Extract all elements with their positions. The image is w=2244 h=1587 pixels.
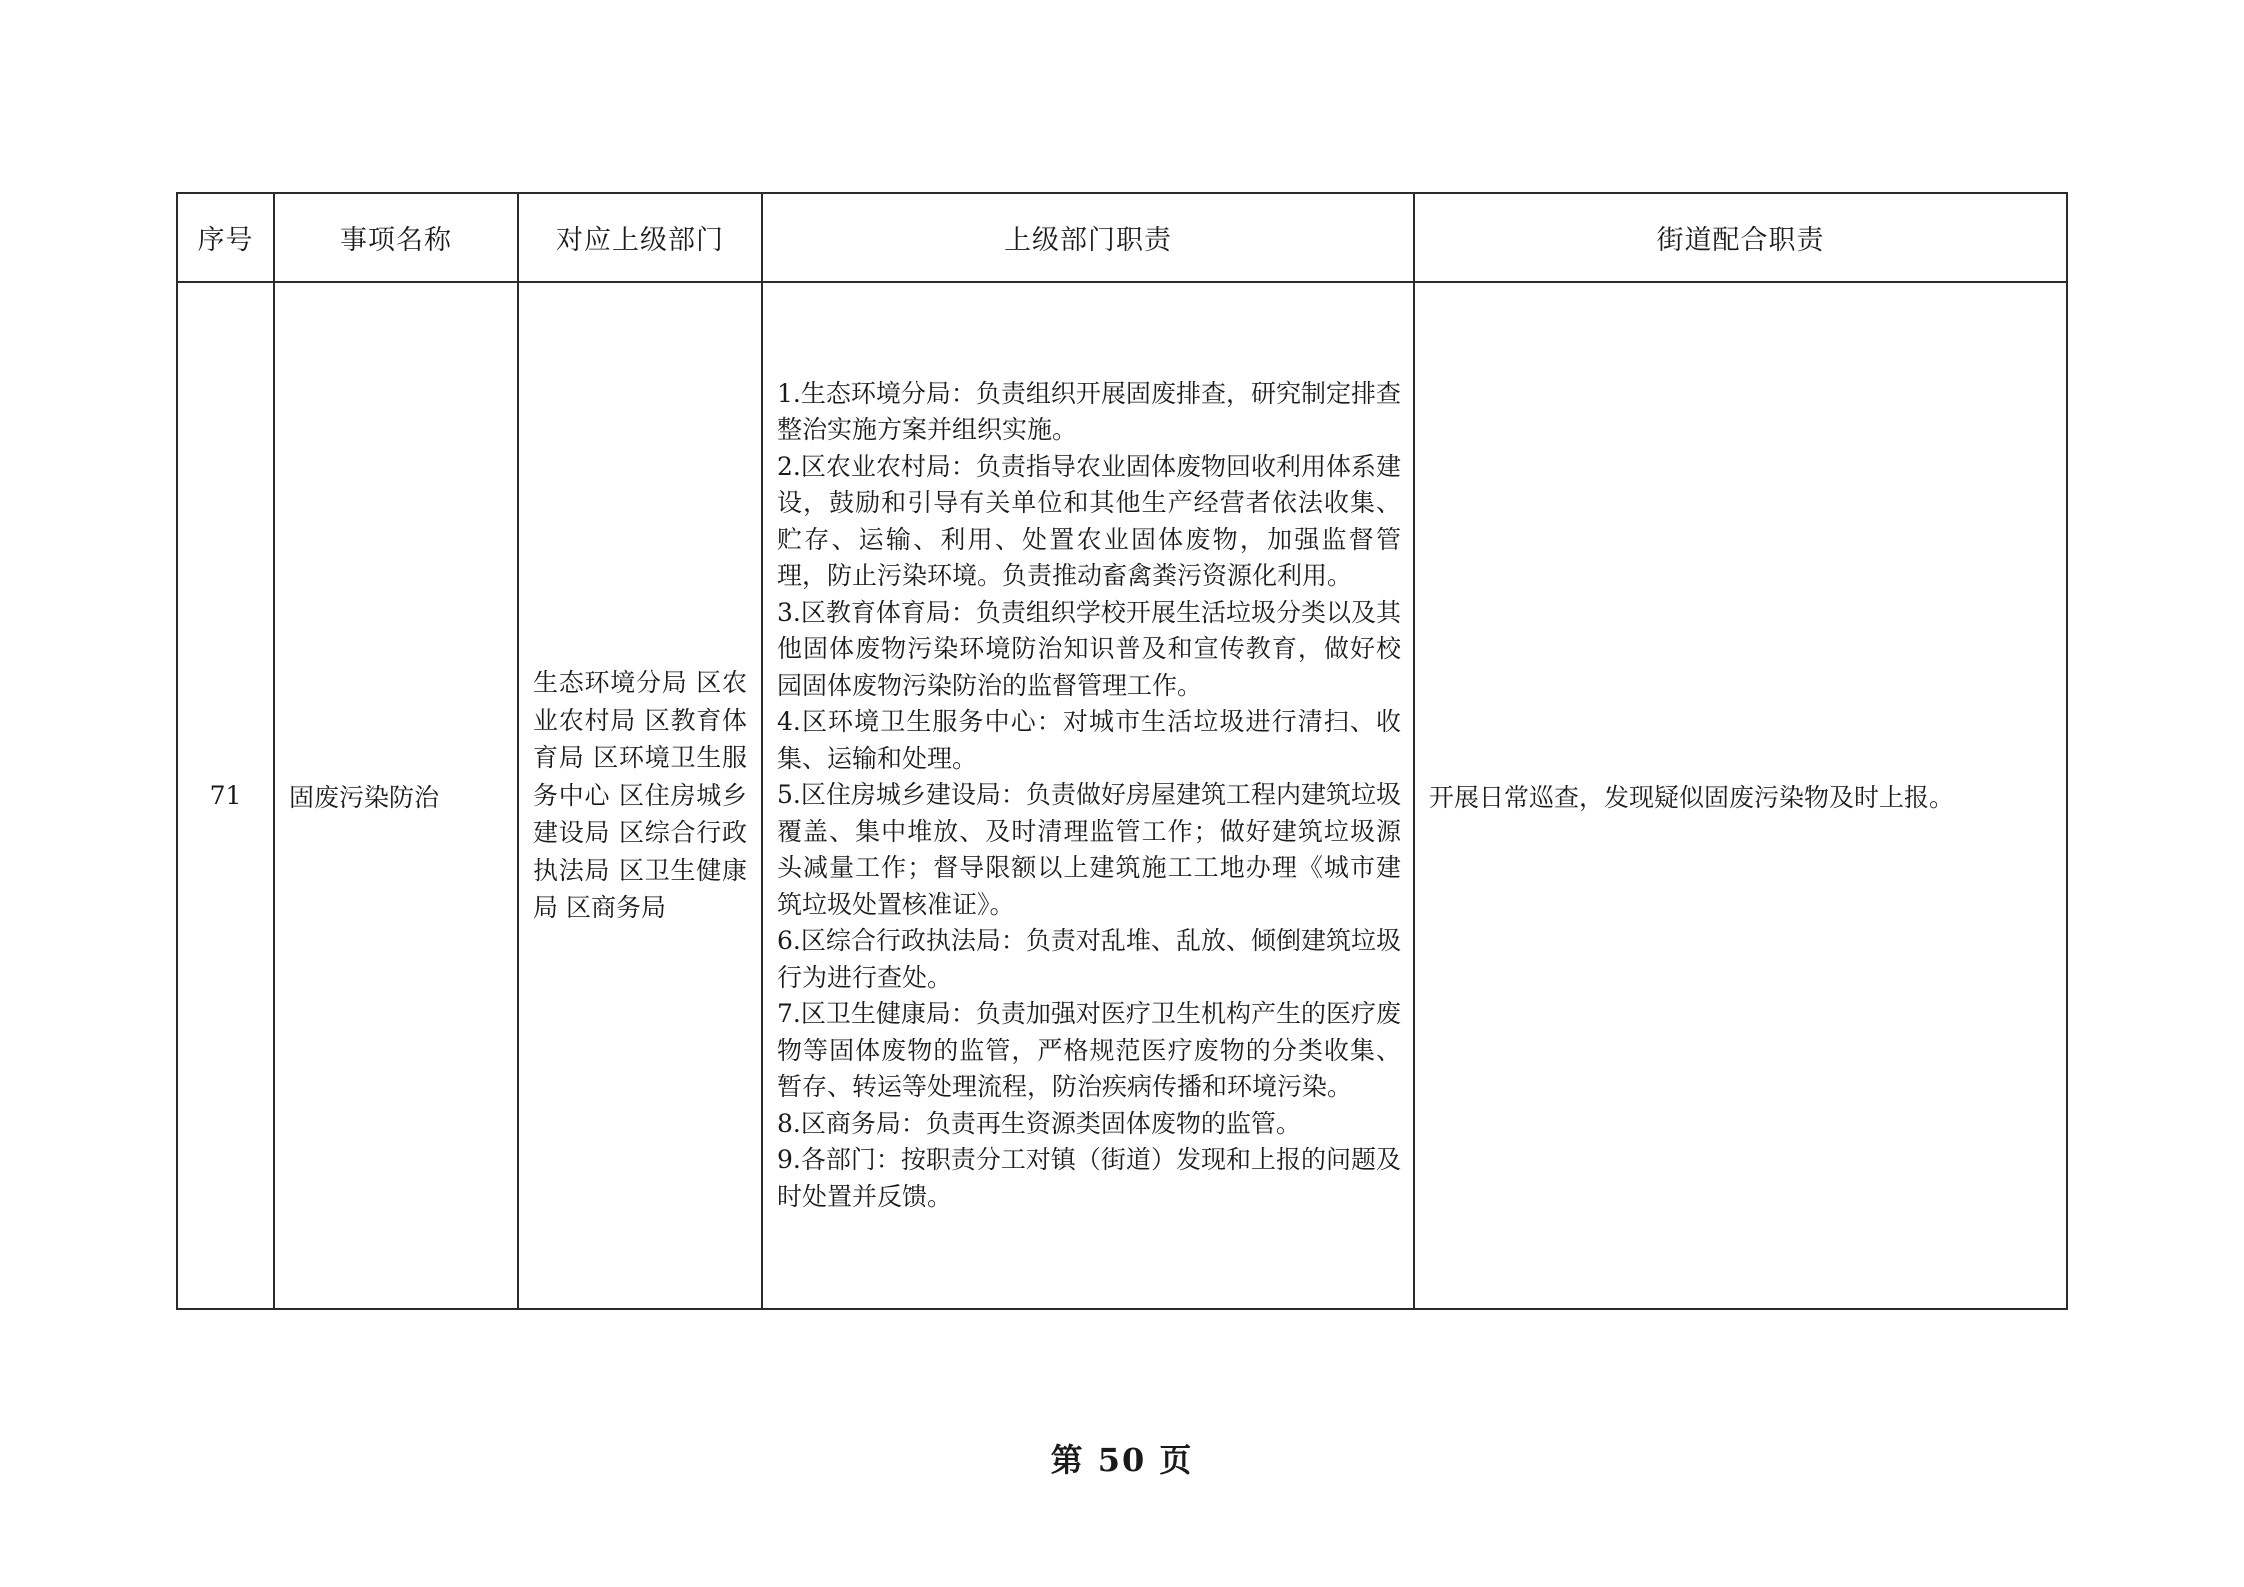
header-name: 事项名称 <box>274 193 518 282</box>
dept-list-text: 生态环境分局 区农业农村局 区教育体育局 区环境卫生服务中心 区住房城乡建设局 区综合行政执法局 区卫生健康局 区商务局 <box>533 668 747 923</box>
duty-item: 1.生态环境分局：负责组织开展固废排查，研究制定排查整治实施方案并组织实施。 <box>777 378 1401 445</box>
duty-list <box>763 376 1413 1216</box>
duty-item: 6.区综合行政执法局：负责对乱堆、乱放、倾倒建筑垃圾行为进行查处。 <box>777 926 1401 992</box>
duty-item: 5.区住房城乡建设局：负责做好房屋建筑工程内建筑垃圾覆盖、集中堆放、及时清理监管工作；做好建筑垃圾源头减量工作；督导限额以上建筑施工工地办理《城市建筑垃圾处置核准证》。 <box>777 780 1401 919</box>
table-row <box>177 282 2067 1309</box>
duty-item: 3.区教育体育局：负责组织学校开展生活垃圾分类以及其他固体废物污染环境防治知识普及和宣传教育，做好校园固体废物污染防治的监督管理工作。 <box>777 597 1401 700</box>
page-number: 第 50 页 <box>1050 1441 1194 1479</box>
header-row <box>177 193 2067 282</box>
street-duty-text: 开展日常巡查，发现疑似固废污染物及时上报。 <box>1429 782 1955 812</box>
table-header <box>177 193 2067 282</box>
cell-no: 71 <box>177 282 274 1309</box>
cell-name: 固废污染防治 <box>274 282 518 1309</box>
header-dept: 对应上级部门 <box>518 193 762 282</box>
header-no: 序号 <box>177 193 274 282</box>
header-duty: 上级部门职责 <box>762 193 1414 282</box>
cell-duty <box>762 282 1414 1309</box>
duty-item: 9.各部门：按职责分工对镇（街道）发现和上报的问题及时处置并反馈。 <box>777 1145 1401 1211</box>
duty-item: 8.区商务局：负责再生资源类固体废物的监管。 <box>777 1108 1301 1138</box>
cell-street <box>1414 282 2067 1309</box>
duty-table <box>176 192 2068 1310</box>
duty-item: 2.区农业农村局：负责指导农业固体废物回收利用体系建设，鼓励和引导有关单位和其他生产经营者依法收集、贮存、运输、利用、处置农业固体废物，加强监督管理，防止污染环境。负责推动畜禽粪污资源化利用。 <box>777 451 1401 591</box>
header-street: 街道配合职责 <box>1414 193 2067 282</box>
duty-item: 7.区卫生健康局：负责加强对医疗卫生机构产生的医疗废物等固体废物的监管，严格规范医疗废物的分类收集、暂存、转运等处理流程，防治疾病传播和环境污染。 <box>777 999 1401 1102</box>
cell-dept <box>518 282 762 1309</box>
duty-item: 4.区环境卫生服务中心：对城市生活垃圾进行清扫、收集、运输和处理。 <box>777 707 1401 773</box>
